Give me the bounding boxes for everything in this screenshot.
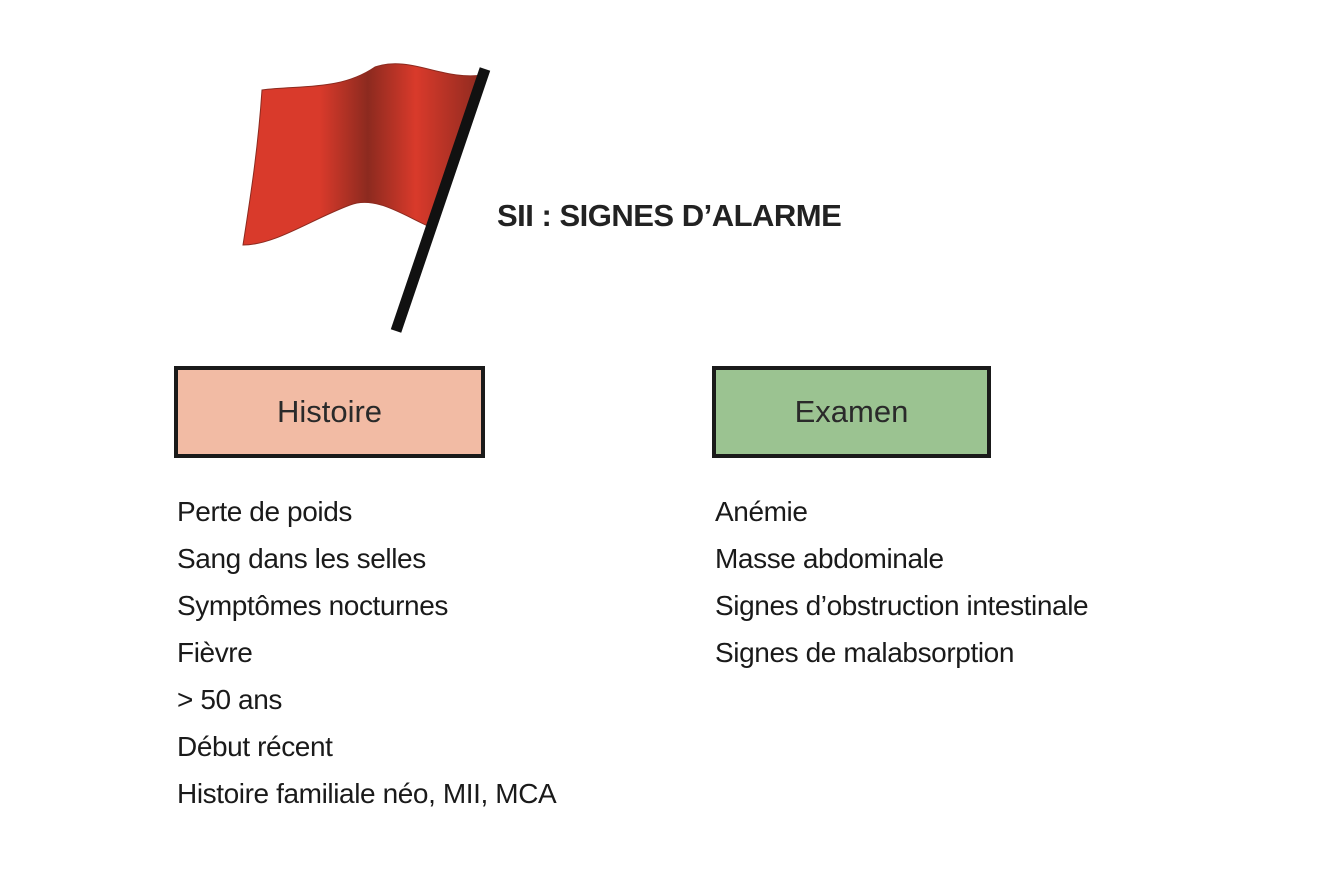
examen-list	[715, 488, 1088, 676]
list-item: Sang dans les selles	[177, 543, 426, 574]
list-item: Fièvre	[177, 637, 253, 668]
histoire-list	[177, 488, 556, 817]
list-item: Signes de malabsorption	[715, 637, 1014, 668]
list-item: Anémie	[715, 496, 808, 527]
histoire-header-box	[174, 366, 485, 458]
list-item: Histoire familiale néo, MII, MCA	[177, 778, 557, 809]
histoire-label: Histoire	[276, 394, 383, 429]
red-flag-icon	[225, 55, 505, 340]
page-title: SII : SIGNES D’ALARME	[497, 198, 842, 233]
list-item: Début récent	[177, 731, 333, 762]
examen-header-box	[712, 366, 991, 458]
list-item: Perte de poids	[177, 496, 352, 527]
examen-label: Examen	[794, 394, 909, 429]
list-item: > 50 ans	[177, 684, 282, 715]
list-item: Masse abdominale	[715, 543, 944, 574]
list-item: Symptômes nocturnes	[177, 590, 448, 621]
flag-cloth	[243, 64, 483, 245]
list-item: Signes d’obstruction intestinale	[715, 590, 1089, 621]
